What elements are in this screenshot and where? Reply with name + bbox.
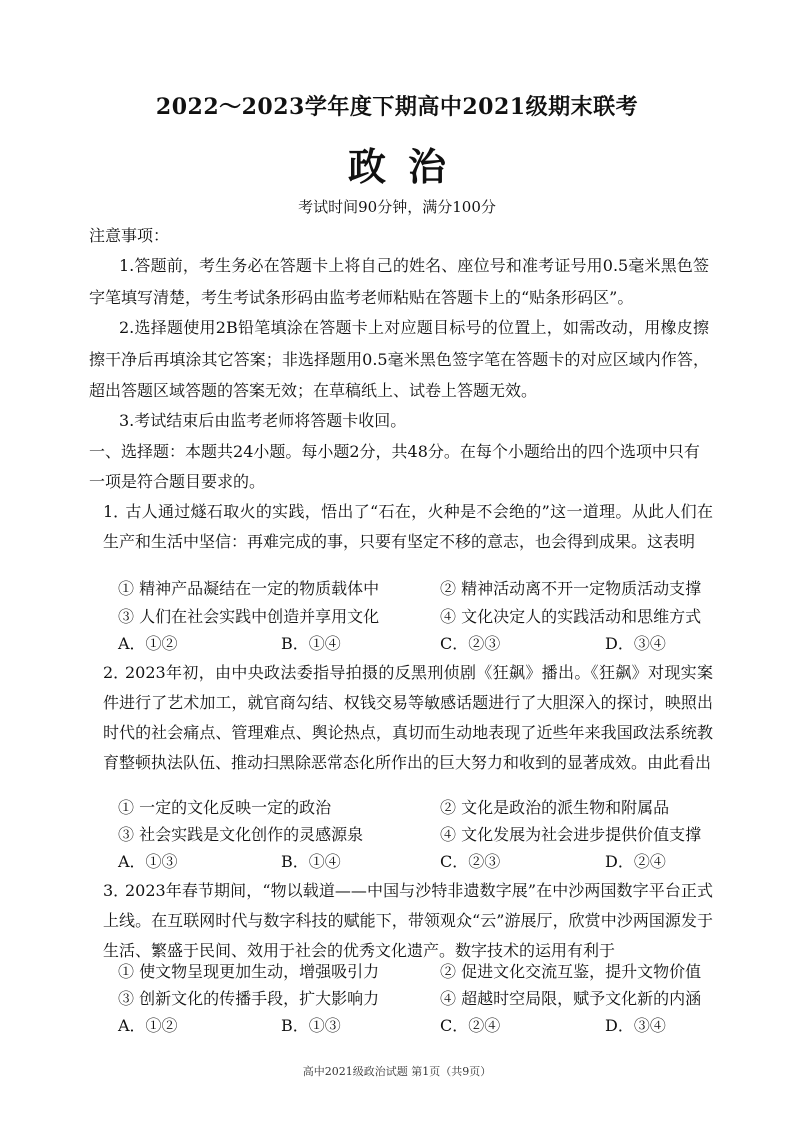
note-item-1: 1.答题前，考生务必在答题卡上将自己的姓名、座位号和准考证号用0.5毫米黑色签字笔填写清楚，考生考试条形码由监考老师粘贴在答题卡上的“贴条形码区”。 [89,256,709,307]
q1-answer-d: D．③④ [605,634,666,653]
q2-answer-c: C．②③ [440,852,501,871]
note-item-2: 2.选择题使用2B铅笔填涂在答题卡上对应题目标号的位置上，如需改动，用橡皮擦擦干净后再填涂其它答案；非选择题用0.5毫米黑色签字笔在答题卡的对应区域内作答，超出答题区域答题的答案无效；在草稿纸上、试卷上答题无效。 [89,318,709,400]
page-footer: 高中2021级政治试题 第1页（共9页） [302,1065,492,1078]
note-item-3: 3.考试结束后由监考老师将答题卡收回。 [119,411,407,430]
q2-option-4: ④ 文化发展为社会进步提供价值支撑 [440,825,702,844]
q3-answer-b: B．①③ [281,1016,341,1035]
q1-option-1: ① 精神产品凝结在一定的物质载体中 [118,579,380,598]
q2-answer-d: D．②④ [605,852,666,871]
exam-title: 2022～2023学年度下期高中2021级期末联考 [155,94,639,120]
q1-option-3: ③ 人们在社会实践中创造并享用文化 [118,607,380,626]
q1-option-2: ② 精神活动离不开一定物质活动支撑 [440,579,702,598]
question-2-text: 2023年初，由中央政法委指导拍摄的反黑刑侦剧《狂飙》播出。《狂飙》对现实案件进行了艺术加工，就官商勾结、权钱交易等敏感话题进行了大胆深入的探讨，映照出时代的社会痛点、管理难点、舆论热点，真切而生动地表现了近些年来我国政法系统教育整顿执法队伍、推动扫黑除恶常态化所作出的巨大努力和收到的显著成效。由此看出 [103,663,713,772]
q1-answer-b: B．①④ [281,634,341,653]
q2-answer-a: A．①③ [118,852,178,871]
q2-answer-b: B．①④ [281,852,341,871]
notes-title: 注意事项： [89,226,170,245]
q2-option-1: ① 一定的文化反映一定的政治 [118,798,332,817]
q2-option-2: ② 文化是政治的派生物和附属品 [440,798,670,817]
q3-option-4: ④ 超越时空局限，赋予文化新的内涵 [440,989,702,1008]
q3-answer-d: D．③④ [605,1016,666,1035]
q1-answer-c: C．②③ [440,634,501,653]
exam-time-info: 考试时间90分钟，满分100分 [298,198,496,216]
question-3-text: 2023年春节期间，“物以载道——中国与沙特非遗数字展”在中沙两国数字平台正式上线。在互联网时代与数字科技的赋能下，带领观众“云”游展厅，欣赏中沙两国源发于生活、繁盛于民间、效用于社会的优秀文化遗产。数字技术的运用有利于 [103,881,713,960]
q1-answer-a: A．①② [118,634,178,653]
q3-answer-c: C．②④ [440,1016,501,1035]
section-text: 本题共24小题。每小题2分，共48分。在每个小题给出的四个选项中只有一项是符合题目要求的。 [89,442,700,491]
question-1-stem [103,497,713,557]
q3-option-1: ① 使文物呈现更加生动，增强吸引力 [118,962,380,981]
q3-option-2: ② 促进文化交流互鉴，提升文物价值 [440,962,702,981]
q1-option-4: ④ 文化决定人的实践活动和思维方式 [440,607,702,626]
question-2-number: 2． [103,663,130,682]
q3-answer-a: A．①② [118,1016,178,1035]
question-3-number: 3． [103,881,130,900]
q3-option-3: ③ 创新文化的传播手段，扩大影响力 [118,989,380,1008]
section-label: 一、选择题： [89,442,186,461]
question-1-text: 古人通过燧石取火的实践，悟出了“石在，火种是不会绝的”这一道理。从此人们在生产和生活中坚信：再难完成的事，只要有坚定不移的意志，也会得到成果。这表明 [103,502,713,551]
section-heading [89,437,714,497]
q2-option-3: ③ 社会实践是文化创作的灵感源泉 [118,825,364,844]
exam-subject: 政治 [347,144,468,189]
question-1-number: 1． [103,502,130,521]
question-3-stem [103,876,713,966]
question-2-stem [103,658,713,778]
